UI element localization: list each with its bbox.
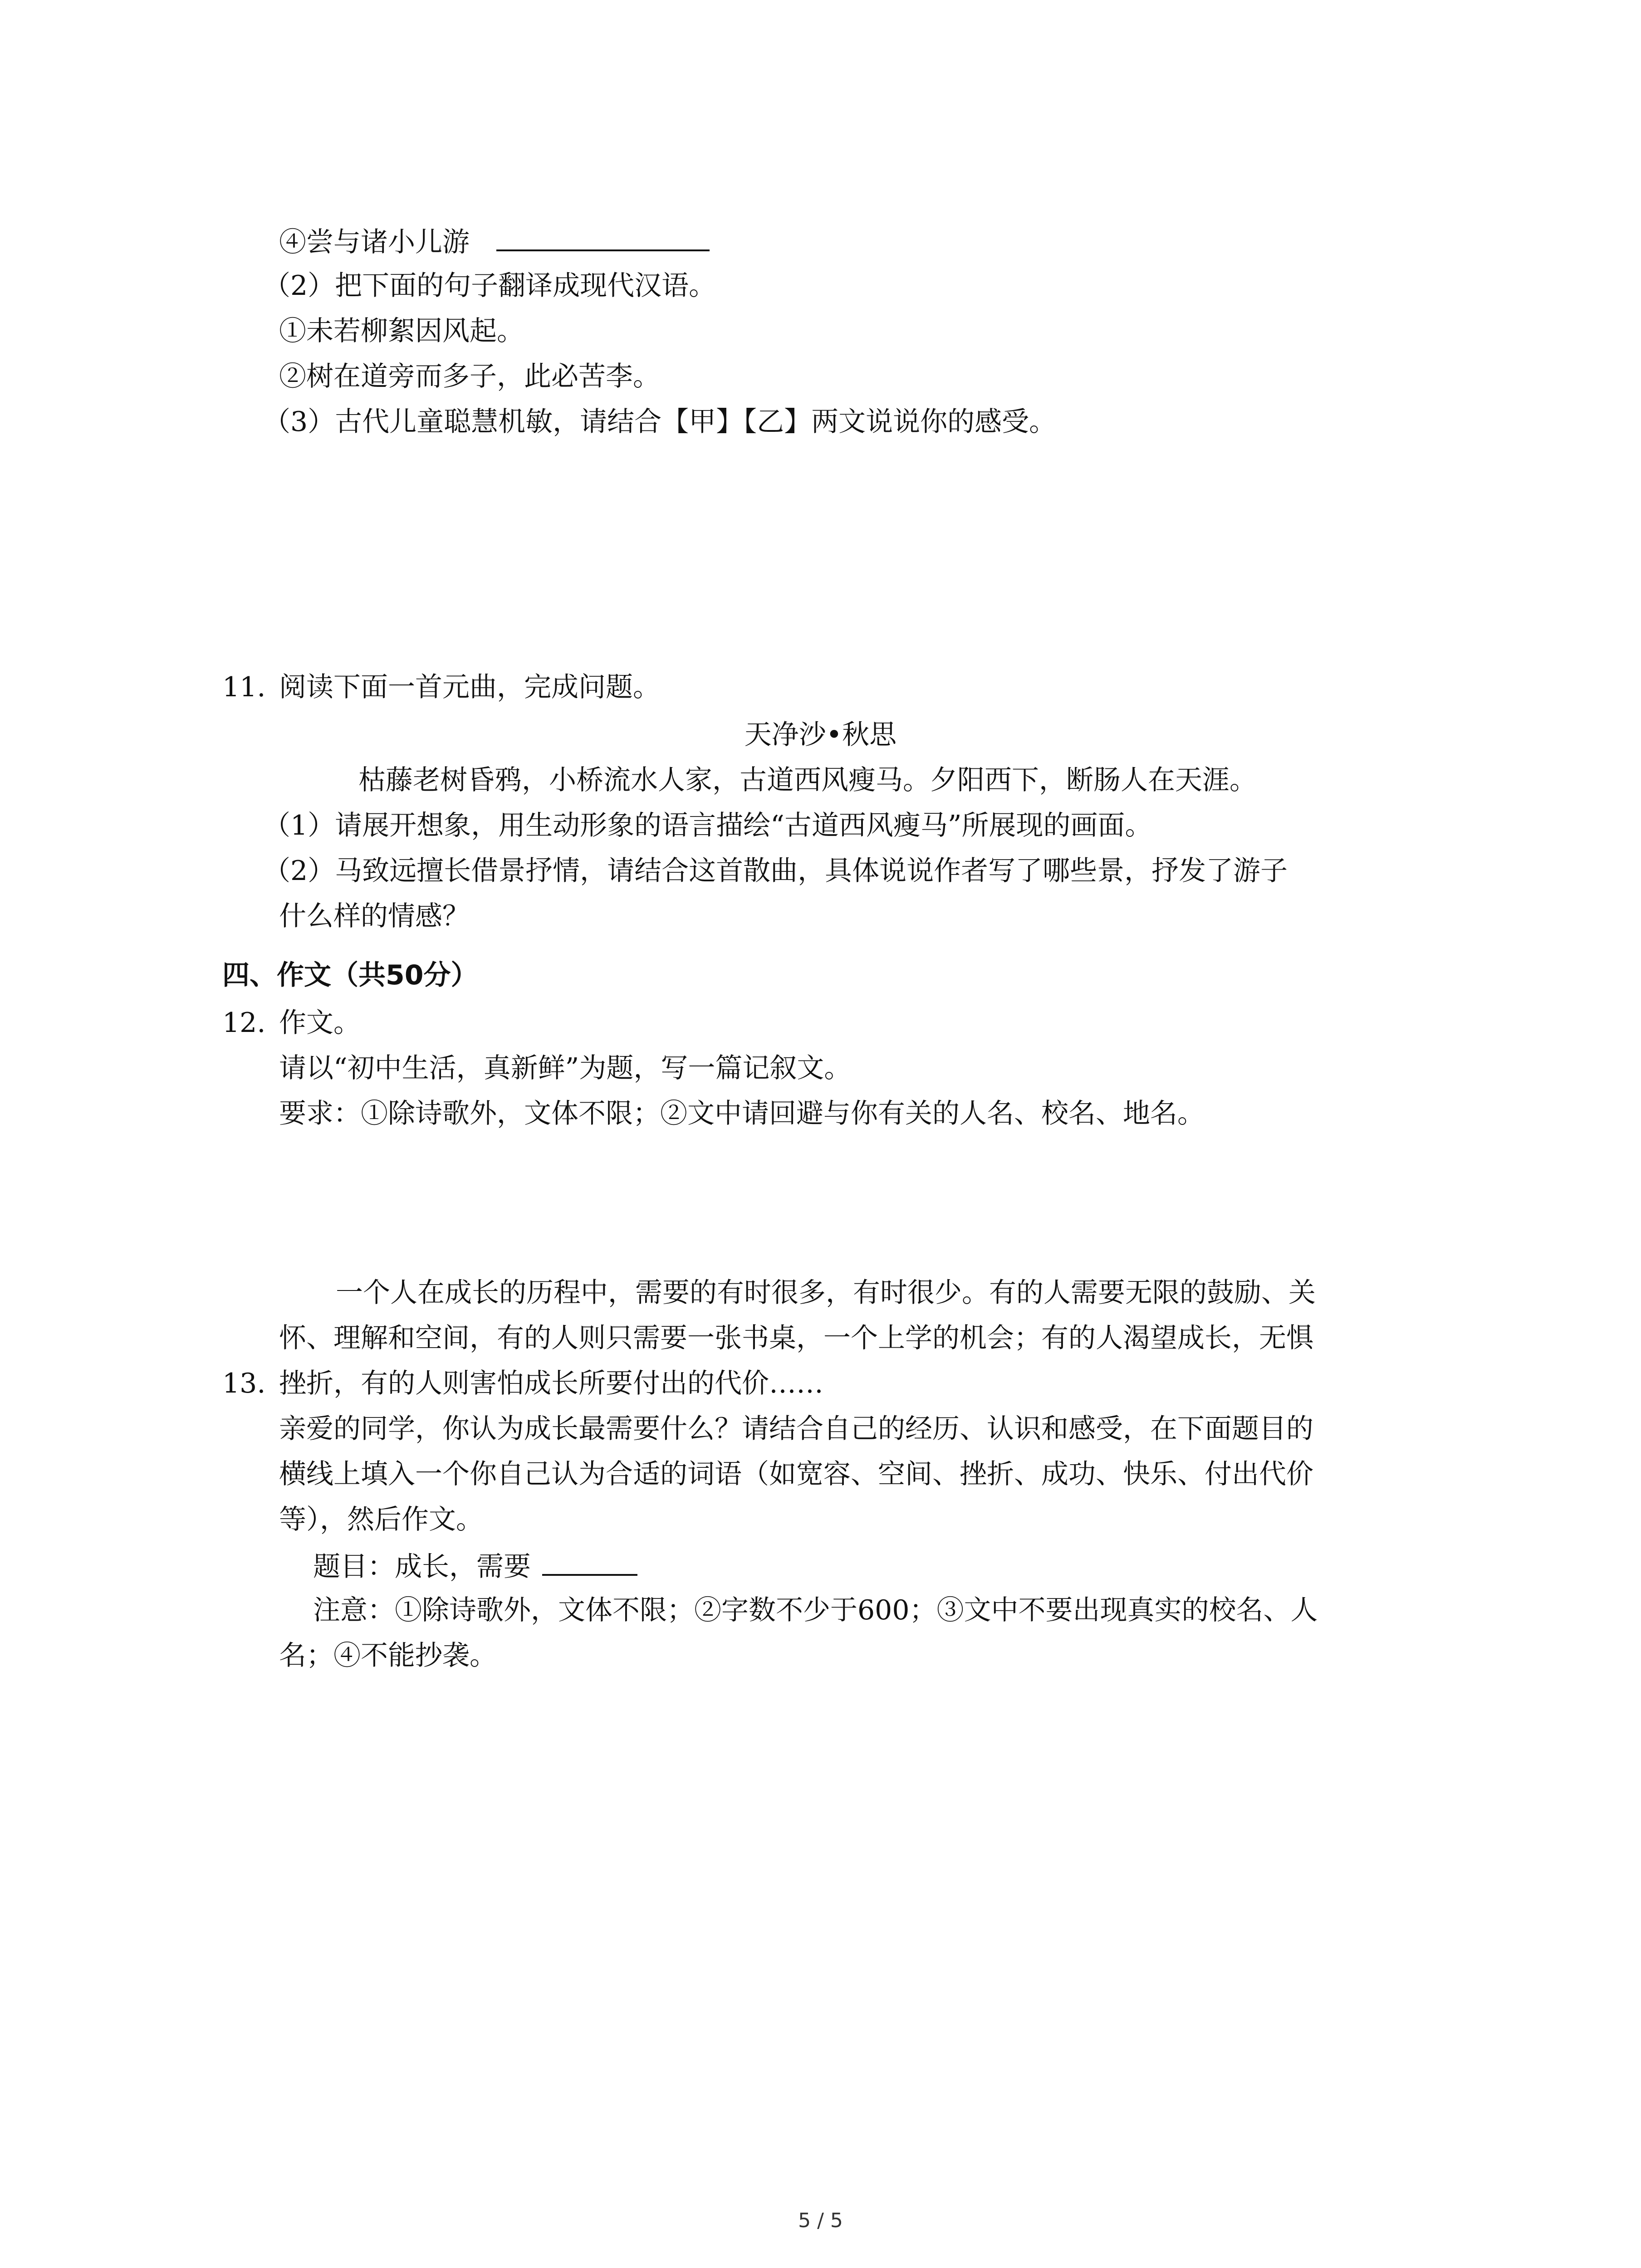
q11-number: 11. <box>222 671 266 703</box>
q13-para2-line1: 亲爱的同学，你认为成长最需要什么？请结合自己的经历、认识和感受，在下面题目的 <box>279 1413 1313 1445</box>
q12-line1: 请以“初中生活，真新鲜”为题，写一篇记叙文。 <box>279 1052 852 1084</box>
q10-sub2-sentence1: ①未若柳絮因风起。 <box>279 315 524 347</box>
q13-para2-line3: 等），然后作文。 <box>279 1504 483 1535</box>
q13-title-label: 题目：成长，需要 <box>313 1551 531 1583</box>
page-number: 5 / 5 <box>798 2209 843 2232</box>
q11-sub2-line2: 什么样的情感？ <box>279 900 470 932</box>
q13-note-line2: 名；④不能抄袭。 <box>279 1640 497 1672</box>
q10-item4-text: ④尝与诸小儿游 <box>279 226 470 258</box>
q10-sub2-prompt: （2）把下面的句子翻译成现代汉语。 <box>263 270 716 302</box>
q12-stem: 作文。 <box>279 1007 361 1039</box>
q13-title-line <box>313 1547 637 1585</box>
q11-sub2-line1: （2）马致远擅长借景抒情，请结合这首散曲，具体说说作者写了哪些景，抒发了游子 <box>263 855 1288 887</box>
q10-item4-line <box>279 222 710 260</box>
q13-para1-line2: 怀、理解和空间，有的人则只需要一张书桌，一个上学的机会；有的人渴望成长，无惧 <box>279 1322 1313 1354</box>
q11-poem-title: 天净沙•秋思 <box>744 719 897 751</box>
section4-heading: 四、作文（共50分） <box>222 959 478 991</box>
q11-poem-body: 枯藤老树昏鸦，小桥流水人家，古道西风瘦马。夕阳西下，断肠人在天涯。 <box>358 764 1257 796</box>
q13-note-line1: 注意：①除诗歌外，文体不限；②字数不少于600；③文中不要出现真实的校名、人 <box>313 1594 1318 1626</box>
q11-stem: 阅读下面一首元曲，完成问题。 <box>279 671 660 703</box>
q13-title-blank[interactable] <box>542 1547 637 1576</box>
q13-para1-line1: 一个人在成长的历程中，需要的有时很多，有时很少。有的人需要无限的鼓励、关 <box>336 1277 1316 1309</box>
q10-sub3-prompt: （3）古代儿童聪慧机敏，请结合【甲】【乙】两文说说你的感受。 <box>263 406 1057 438</box>
q10-item4-answer-blank[interactable] <box>496 222 710 251</box>
q11-sub1: （1）请展开想象，用生动形象的语言描绘“古道西风瘦马”所展现的画面。 <box>263 810 1152 841</box>
q10-sub2-sentence2: ②树在道旁而多子，此必苦李。 <box>279 361 660 392</box>
q13-number: 13. <box>222 1368 266 1399</box>
q13-para1-line3: 挫折，有的人则害怕成长所要付出的代价…… <box>279 1368 823 1399</box>
q13-para2-line2: 横线上填入一个你自己认为合适的词语（如宽容、空间、挫折、成功、快乐、付出代价 <box>279 1458 1313 1490</box>
q12-number: 12. <box>222 1007 266 1039</box>
q12-line2: 要求：①除诗歌外，文体不限；②文中请回避与你有关的人名、校名、地名。 <box>279 1098 1205 1129</box>
